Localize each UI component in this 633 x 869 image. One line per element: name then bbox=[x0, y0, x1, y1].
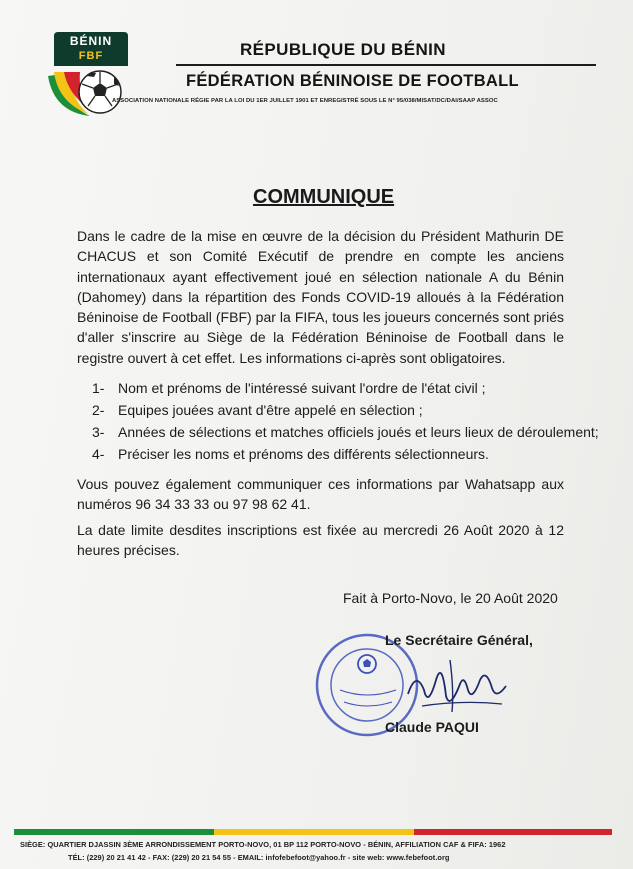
place-date: Fait à Porto-Novo, le 20 Août 2020 bbox=[343, 590, 558, 606]
list-item-number: 4- bbox=[92, 446, 105, 462]
signatory-role: Le Secrétaire Général, bbox=[385, 632, 533, 648]
paragraph-deadline: La date limite desdites inscriptions est fixée au mercredi 26 Août 2020 à 12 heures précises. bbox=[77, 522, 564, 559]
paragraph-intro: Dans le cadre de la mise en œuvre de la décision du Président Mathurin DE CHACUS et son Comité Exécutif de prendre en compte les anciens internationaux ayant effectivement joué en sélection nationale A du Bénin (Dahomey) dans la répartition des Fonds COVID-19 alloués à la Fédération Béninoise de Football (FBF) par la FIFA, tous les joueurs concernés sont priés d'aller s'inscrire au Siège de la Fédération Béninoise de Football dans le registre ouvert à cet effet. Les informations ci-après sont obligatoires. bbox=[77, 228, 564, 366]
fbf-logo bbox=[44, 32, 136, 118]
list-item-text: Nom et prénoms de l'intéressé suivant l'ordre de l'état civil ; bbox=[118, 380, 486, 396]
list-item bbox=[92, 421, 599, 443]
header-subtitle: FÉDÉRATION BÉNINOISE DE FOOTBALL bbox=[186, 72, 519, 90]
communique-title: COMMUNIQUE bbox=[253, 186, 395, 208]
requirements-list bbox=[92, 377, 599, 465]
header-title: RÉPUBLIQUE DU BÉNIN bbox=[240, 40, 446, 59]
list-item-number: 2- bbox=[92, 402, 105, 418]
logo-country-text: BÉNIN bbox=[69, 34, 113, 48]
footer-band-green bbox=[14, 829, 214, 835]
header-association-line: ASSOCIATION NATIONALE RÉGIE PAR LA LOI DU 1ER JUILLET 1901 ET ENREGISTRÉ SOUS LE N° 95/038/MISAT/DC/DAI/SAAP ASSOC bbox=[112, 98, 498, 104]
handwritten-signature-icon bbox=[402, 650, 512, 720]
paragraph-whatsapp: Vous pouvez également communiquer ces informations par Wahatsapp aux numéros 96 34 33 33 ou 97 98 62 41. bbox=[77, 476, 564, 513]
list-item bbox=[92, 443, 572, 465]
list-item-text: Préciser les noms et prénoms des différents sélectionneurs. bbox=[118, 446, 489, 462]
list-item-number: 1- bbox=[92, 380, 105, 396]
footer-address: SIÈGE: QUARTIER DJASSIN 3ÈME ARRONDISSEMENT PORTO-NOVO, 01 BP 112 PORTO-NOVO - BÉNIN, AFFILIATION CAF & FIFA: 1962 bbox=[20, 840, 506, 849]
list-item-text: Années de sélections et matches officiels joués et leurs lieux de déroulement; bbox=[118, 424, 599, 440]
footer-band-yellow bbox=[214, 829, 414, 835]
footer-band-red bbox=[414, 829, 612, 835]
header-divider bbox=[176, 64, 596, 66]
list-item bbox=[92, 377, 572, 399]
list-item bbox=[92, 399, 572, 421]
logo-abbr-text: FBF bbox=[78, 50, 104, 62]
footer-contact: TÉL: (229) 20 21 41 42 - FAX: (229) 20 21 54 55 - EMAIL: infofebefoot@yahoo.fr - site web: www.febefoot.org bbox=[68, 853, 450, 862]
list-item-number: 3- bbox=[92, 424, 105, 440]
footer-color-band bbox=[14, 829, 612, 835]
list-item-text: Equipes jouées avant d'être appelé en sélection ; bbox=[118, 402, 423, 418]
signatory-name: Claude PAQUI bbox=[385, 719, 479, 735]
